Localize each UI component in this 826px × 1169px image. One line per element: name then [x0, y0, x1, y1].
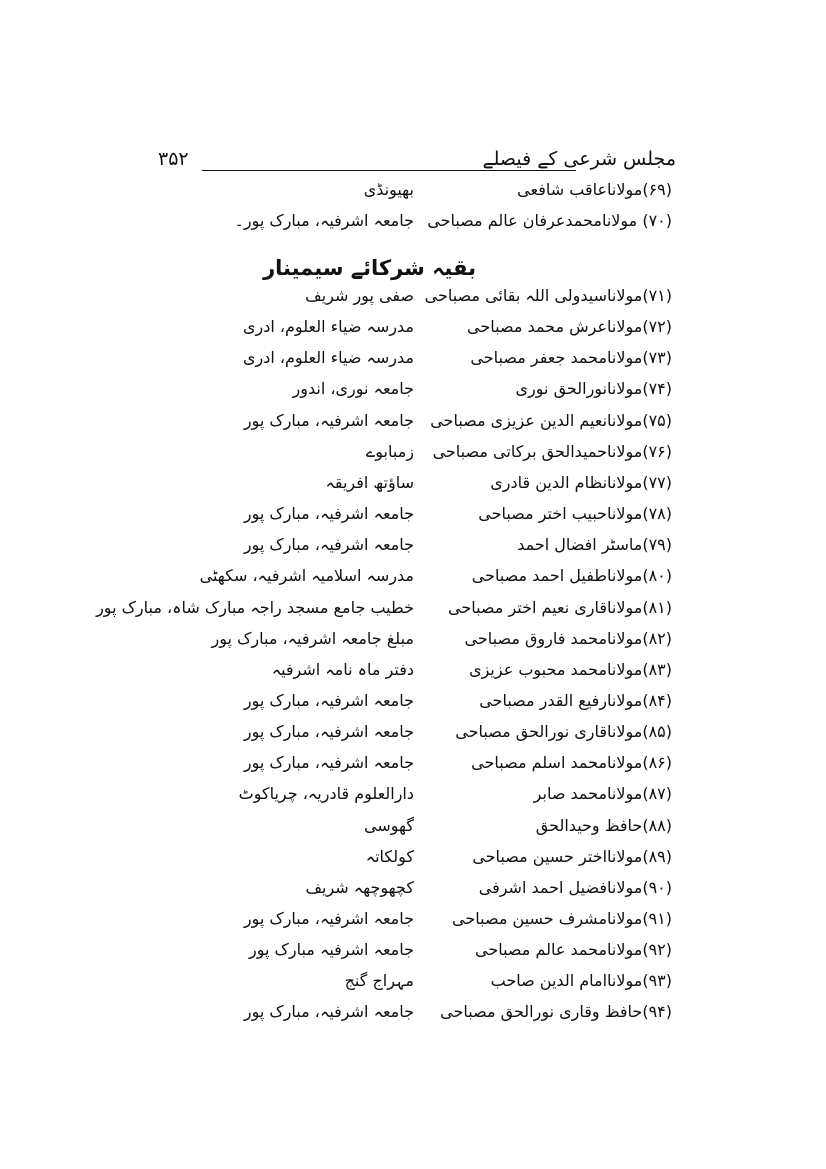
- participant-place: جامعہ اشرفیہ، مبارک پور: [243, 535, 414, 555]
- participant-row: [150, 629, 672, 657]
- participant-name: (۸۹)مولانااختر حسین مصباحی: [472, 846, 672, 866]
- participant-row: [150, 971, 672, 999]
- participant-row: [150, 847, 672, 875]
- participant-place: زمبابوے: [365, 441, 414, 461]
- participant-name: (۷۵)مولانانعیم الدین عزیزی مصباحی: [430, 410, 672, 430]
- participant-name: (۸۲)مولانامحمد فاروق مصباحی: [464, 628, 672, 648]
- participant-name: (۷۲)مولاناعرش محمد مصباحی: [467, 317, 672, 337]
- header-rule: [202, 170, 576, 171]
- participant-place: جامعہ اشرفیہ، مبارک پور: [243, 1002, 414, 1022]
- participant-name: (۹۲)مولانامحمد عالم مصباحی: [474, 940, 672, 960]
- participant-name: (۷۷)مولانانظام الدین قادری: [490, 472, 672, 492]
- participant-name: (۷۳)مولانامحمد جعفر مصباحی: [470, 348, 672, 368]
- participant-row: [150, 566, 672, 594]
- participant-row: [150, 211, 672, 239]
- participant-place: بھیونڈی: [363, 180, 414, 199]
- participant-row: [150, 411, 672, 439]
- participant-place: جامعہ نوری، اندور: [292, 379, 414, 399]
- participant-row: [150, 1002, 672, 1030]
- participant-name: (۸۴)مولانارفیع القدر مصباحی: [479, 690, 672, 710]
- participant-name: (۹۰)مولانافضیل احمد اشرفی: [478, 877, 672, 897]
- participant-row: [150, 180, 672, 208]
- participant-place: مدرسہ ضیاء العلوم، ادری: [242, 348, 414, 368]
- participant-row: [150, 878, 672, 906]
- participant-row: [150, 535, 672, 563]
- participant-place: جامعہ اشرفیہ، مبارک پور: [243, 722, 414, 742]
- participant-place: جامعہ اشرفیہ مبارک پور: [249, 940, 414, 960]
- participant-place: مبلغ جامعہ اشرفیہ، مبارک پور: [211, 628, 414, 648]
- participant-row: [150, 286, 672, 314]
- participant-place: جامعہ اشرفیہ، مبارک پور: [243, 690, 414, 710]
- participant-row: [150, 784, 672, 812]
- section-heading: بقیہ شرکائے سیمینار: [263, 256, 476, 280]
- participant-row: [150, 348, 672, 376]
- participant-row: [150, 660, 672, 688]
- participant-row: [96, 597, 672, 626]
- participant-place: خطیب جامع مسجد راجہ مبارک شاہ، مبارک پور: [96, 597, 414, 617]
- participant-place: جامعہ اشرفیہ، مبارک پور: [243, 753, 414, 773]
- participant-name: (۹۱)مولانامشرف حسین مصباحی: [452, 909, 672, 928]
- participant-place: گھوسی: [364, 815, 414, 835]
- participant-row: [150, 473, 672, 501]
- participant-name: (۷۹)ماسٹر افضال احمد: [517, 535, 672, 555]
- participant-row: [150, 317, 672, 345]
- participant-row: [150, 691, 672, 719]
- participant-row: [150, 442, 672, 470]
- participant-place: جامعہ اشرفیہ، مبارک پور: [243, 909, 414, 928]
- participant-name: (۸۶)مولانامحمد اسلم مصباحی: [471, 753, 672, 773]
- participant-name: (۷۱)مولاناسیدولی اللہ بقائی مصباحی: [424, 286, 672, 305]
- page-number: ۳۵۲: [158, 148, 189, 170]
- participant-row: [150, 753, 672, 781]
- participant-place: دارالعلوم قادریہ، چریاکوٹ: [238, 784, 414, 804]
- participant-name: (۸۰)مولاناطفیل احمد مصباحی: [471, 566, 672, 586]
- book-title: مجلس شرعی کے فیصلے: [482, 148, 676, 170]
- participant-place: مہراج گنج: [344, 971, 414, 991]
- page-header: [158, 148, 676, 178]
- participant-place: دفتر ماہ نامہ اشرفیہ: [271, 659, 414, 679]
- participant-name: (۹۳)مولاناامام الدین صاحب: [490, 971, 672, 991]
- participant-name: (۷۸)مولاناحبیب اختر مصباحی: [478, 504, 672, 524]
- participant-row: [150, 909, 672, 937]
- participant-name: (۹۴)حافظ وقاری نورالحق مصباحی: [440, 1002, 672, 1022]
- participant-name: (۶۹)مولاناعاقب شافعی: [517, 180, 672, 199]
- participant-place: کولکاتہ: [365, 846, 414, 866]
- participant-row: [150, 722, 672, 750]
- participant-name: (۷۶)مولاناحمیدالحق برکاتی مصباحی: [432, 441, 672, 461]
- participant-place: جامعہ اشرفیہ، مبارک پور: [243, 410, 414, 430]
- participant-place: مدرسہ ضیاء العلوم، ادری: [242, 317, 414, 337]
- participant-name: (۸۱)مولاناقاری نعیم اختر مصباحی: [447, 597, 672, 617]
- participant-row: [150, 816, 672, 844]
- participant-row: [150, 379, 672, 407]
- participant-place: ساؤتھ افریقہ: [325, 472, 414, 492]
- participant-place: مدرسہ اسلامیہ اشرفیہ، سکھٹی: [199, 566, 414, 586]
- participant-name: (۷۰) مولانامحمدعرفان عالم مصباحی: [427, 211, 672, 230]
- participant-place: کچھوچھہ شریف: [305, 877, 414, 897]
- participant-name: (۸۸)حافظ وحیدالحق: [535, 815, 672, 835]
- participant-place: جامعہ اشرفیہ، مبارک پور۔: [234, 211, 414, 230]
- participant-row: [150, 504, 672, 532]
- participant-place: جامعہ اشرفیہ، مبارک پور: [243, 504, 414, 524]
- participant-place: صفی پور شریف: [305, 286, 414, 305]
- participant-name: (۸۵)مولاناقاری نورالحق مصباحی: [455, 722, 672, 742]
- participant-name: (۸۷)مولانامحمد صابر: [533, 784, 672, 804]
- participant-row: [150, 940, 672, 968]
- participant-name: (۸۳)مولانامحمد محبوب عزیزی: [469, 659, 672, 679]
- participant-name: (۷۴)مولانانورالحق نوری: [515, 379, 672, 399]
